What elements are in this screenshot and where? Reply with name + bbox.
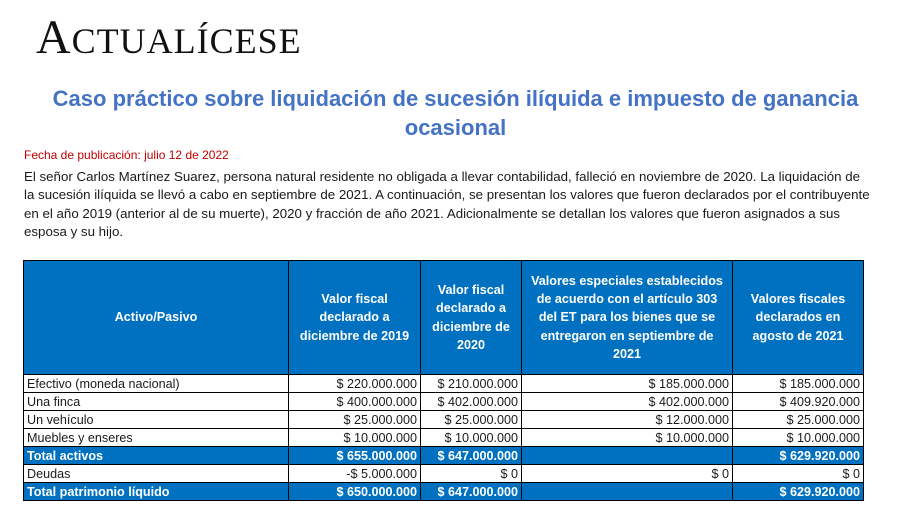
intro-paragraph: El señor Carlos Martínez Suarez, persona natural residente no obligada a llevar contabilidad, falleció en noviembre de 2020. La liquidación de la sucesión ilíquida se llevó a cabo en septiembre de 2021. A continuación, se presentan los valores que fueron declarados por el contribuyente en el año 2019 (anterior al de su muerte), 2020 y fracción de año 2021. Adicionalmente se detallan los valores que fueron asignados a sus esposa y su hijo.: [24, 169, 870, 240]
cell-valor-art-303: $ 12.000.000: [522, 411, 733, 429]
table-row: [24, 411, 864, 429]
cell-valor-2019: $ 10.000.000: [289, 429, 421, 447]
cell-valor-2020: $ 0: [421, 465, 522, 483]
cell-valor-agosto-2021: $ 629.920.000: [733, 447, 864, 465]
cell-valor-art-303: [522, 447, 733, 465]
row-label: Total activos: [24, 447, 289, 465]
cell-valor-art-303: $ 10.000.000: [522, 429, 733, 447]
cell-valor-art-303: [522, 483, 733, 501]
cell-valor-2020: $ 10.000.000: [421, 429, 522, 447]
cell-valor-2019: $ 650.000.000: [289, 483, 421, 501]
row-label: Total patrimonio líquido: [24, 483, 289, 501]
table-row: [24, 465, 864, 483]
cell-valor-2019: $ 25.000.000: [289, 411, 421, 429]
article-title: Caso práctico sobre liquidación de sucesión ilíquida e impuesto de ganancia ocasional: [52, 86, 859, 140]
table-row: [24, 393, 864, 411]
cell-valor-art-303: $ 402.000.000: [522, 393, 733, 411]
header-valor-2020: Valor fiscal declarado a diciembre de 2020: [421, 261, 522, 375]
row-label: Muebles y enseres: [24, 429, 289, 447]
cell-valor-agosto-2021: $ 185.000.000: [733, 375, 864, 393]
publication-date: Fecha de publicación: julio 12 de 2022: [24, 148, 229, 162]
cell-valor-2019: -$ 5.000.000: [289, 465, 421, 483]
table-header-row: [24, 261, 864, 375]
actualicese-logo[interactable]: [36, 10, 302, 65]
cell-valor-2020: $ 647.000.000: [421, 483, 522, 501]
table-row: [24, 429, 864, 447]
row-label: Una finca: [24, 393, 289, 411]
cell-valor-2020: $ 210.000.000: [421, 375, 522, 393]
row-label: Deudas: [24, 465, 289, 483]
table-row: [24, 375, 864, 393]
cell-valor-2020: $ 25.000.000: [421, 411, 522, 429]
table-total-row: [24, 483, 864, 501]
cell-valor-2020: $ 402.000.000: [421, 393, 522, 411]
cell-valor-art-303: $ 185.000.000: [522, 375, 733, 393]
cell-valor-agosto-2021: $ 10.000.000: [733, 429, 864, 447]
cell-valor-2019: $ 220.000.000: [289, 375, 421, 393]
cell-valor-agosto-2021: $ 409.920.000: [733, 393, 864, 411]
cell-valor-agosto-2021: $ 629.920.000: [733, 483, 864, 501]
logo-rest: CTUALÍCESE: [71, 21, 302, 61]
header-valor-2019: Valor fiscal declarado a diciembre de 2019: [289, 261, 421, 375]
cell-valor-agosto-2021: $ 0: [733, 465, 864, 483]
cell-valor-agosto-2021: $ 25.000.000: [733, 411, 864, 429]
cell-valor-2019: $ 655.000.000: [289, 447, 421, 465]
header-valores-agosto-2021: Valores fiscales declarados en agosto de 2021: [733, 261, 864, 375]
values-table: [23, 260, 864, 501]
cell-valor-2019: $ 400.000.000: [289, 393, 421, 411]
header-activo-pasivo: Activo/Pasivo: [24, 261, 289, 375]
table-total-row: [24, 447, 864, 465]
cell-valor-2020: $ 647.000.000: [421, 447, 522, 465]
logo-initial: A: [36, 11, 72, 64]
row-label: Un vehículo: [24, 411, 289, 429]
cell-valor-art-303: $ 0: [522, 465, 733, 483]
header-valores-art-303: Valores especiales establecidos de acuerdo con el artículo 303 del ET para los bienes que se entregaron en septiembre de 2021: [522, 261, 733, 375]
row-label: Efectivo (moneda nacional): [24, 375, 289, 393]
